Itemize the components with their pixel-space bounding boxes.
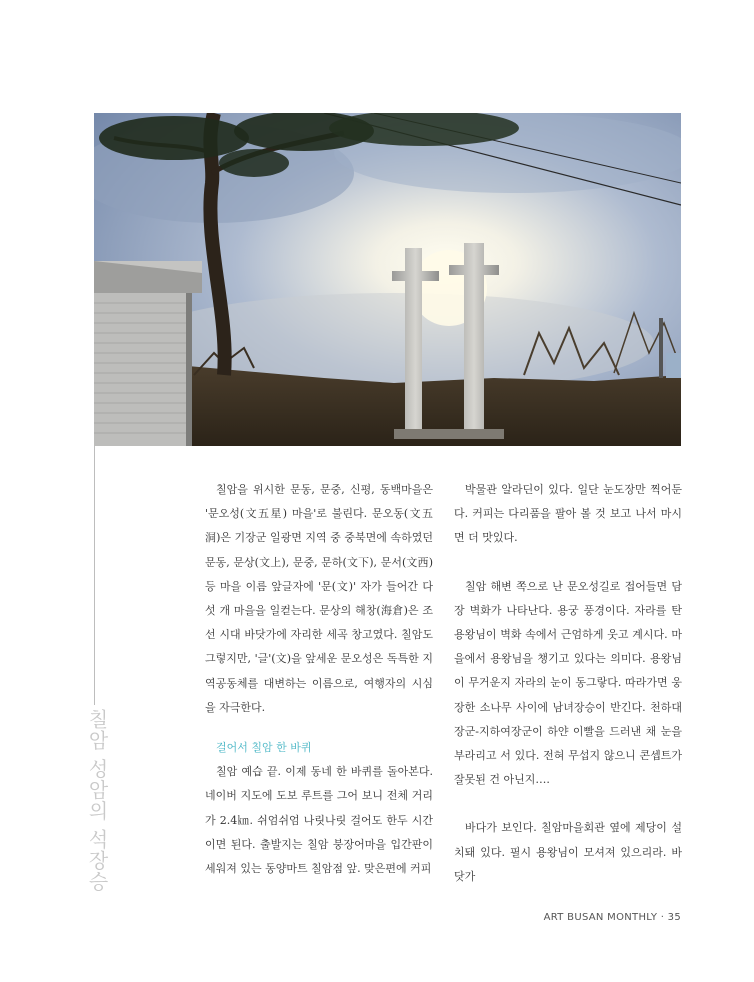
paragraph: 바다가 보인다. 칠암마을회관 옆에 제당이 설치돼 있다. 필시 용왕님이 모셔져 있으리라. 바닷가 <box>454 821 682 883</box>
side-title: 칠암 성암의 석장승 <box>88 705 112 896</box>
paragraph: 칠암 해변 쪽으로 난 문오성길로 접어들면 담장 벽화가 나타난다. 용궁 풍경이다. 자라를 탄 용왕님이 벽화 속에서 근엄하게 웃고 계시다. 마을에서 용왕님을 챙기고 있다는 의미다. 용왕님이 무거운지 자라의 눈이 동그랗다. 따라가면 웅장한 소나무 사이에 남녀장승이 반긴다. 천하대장군-지하여장군이 하얀 이빨을 드러낸 채 눈을 부라리고 서 있다. 전혀 무섭지 않으니 콘셉트가 잘못된 건 아닌지…. <box>454 579 682 787</box>
right-column <box>454 478 682 889</box>
paragraph: 칠암을 위시한 문동, 문중, 신평, 동백마을은 '문오성(文五星) 마을'로 불린다. 문오동(文五洞)은 기장군 일광면 지역 중 중북면에 속하였던 문동, 문상(文上), 문중, 문하(文下), 문서(文西) 등 마을 이름 앞글자에 '문(文)' 자가 들어간 다섯 개 마을을 일컫는다. 문상의 해창(海倉)은 조선 시대 바닷가에 자리한 세곡 창고였다. 칠암도 그렇지만, '글'(文)을 앞세운 문오성은 독특한 지역공동체를 대변하는 이름으로, 여행자의 시심을 자극한다. <box>205 483 433 714</box>
section-subtitle: 걸어서 칠암 한 바퀴 <box>216 741 312 755</box>
page-footer: ART BUSAN MONTHLY · 35 <box>543 912 681 923</box>
photo-stone-totems-sunset <box>94 113 681 446</box>
left-column <box>205 478 433 881</box>
paragraph: 박물관 알라딘이 있다. 일단 눈도장만 찍어둔다. 커피는 다리품을 팔아 볼 것 보고 나서 마시면 더 맛있다. <box>454 483 682 545</box>
paragraph: 칠암 예습 끝. 이제 동네 한 바퀴를 돌아본다. 네이버 지도에 도보 루트를 그어 보니 전체 거리가 2.4㎞. 쉬엄쉬엄 나릿나릿 걸어도 한두 시간이면 된다. 출발지는 칠암 붕장어마을 입간판이 세워져 있는 동양마트 칠암점 앞. 맞은편에 커피 <box>205 765 433 876</box>
